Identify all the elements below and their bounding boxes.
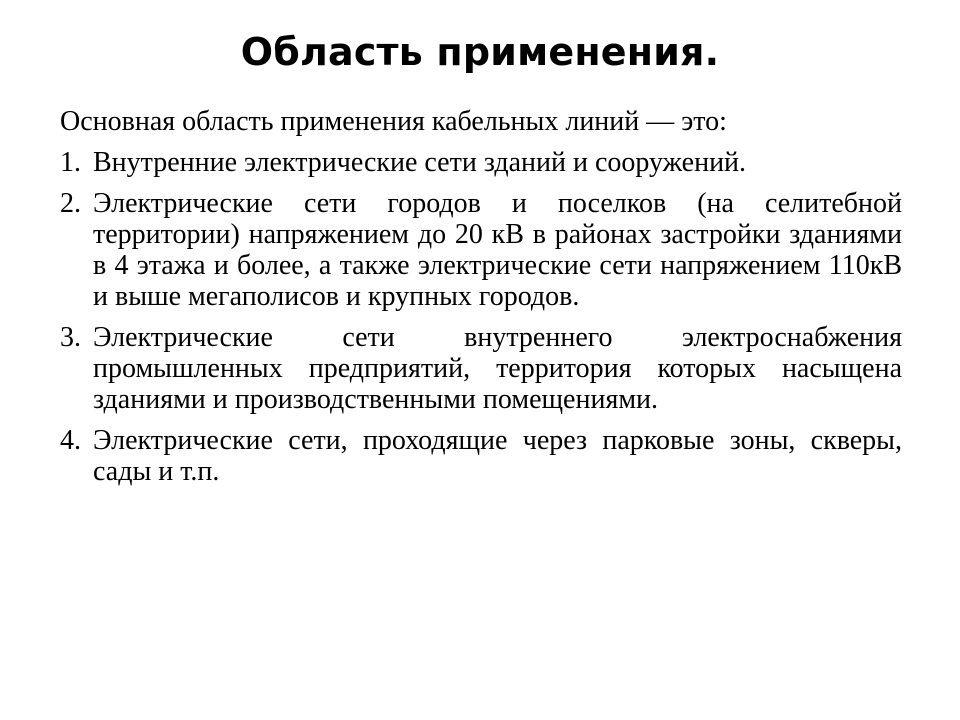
slide-title: Область применения. bbox=[240, 30, 720, 74]
list-item-text: Электрические сети городов и поселков (на селитебной территории) напряжением до 20 кВ в районах застройки зданиями в 4 этажа и более, а также электрические сети напряжением 110кВ и выше мегаполисов и крупных городов. bbox=[93, 188, 902, 312]
list-item-text: Внутренние электрические сети зданий и сооружений. bbox=[93, 147, 747, 178]
applications-list bbox=[60, 147, 902, 487]
list-item-number: 1. bbox=[60, 147, 81, 178]
list-item bbox=[60, 425, 902, 487]
list-item-text: Электрические сети, проходящие через парковые зоны, скверы, сады и т.п. bbox=[93, 425, 902, 487]
intro-text: Основная область применения кабельных линий — это: bbox=[60, 106, 727, 137]
list-item-text: Электрические сети внутреннего электроснабжения промышленных предприятий, территория которых насыщена зданиями и производственными помещениями. bbox=[93, 322, 902, 415]
list-item bbox=[60, 322, 902, 415]
slide-content bbox=[60, 106, 902, 497]
list-item-number: 3. bbox=[60, 322, 81, 353]
list-item bbox=[60, 147, 902, 178]
list-item-number: 2. bbox=[60, 188, 81, 219]
list-item-number: 4. bbox=[60, 425, 81, 456]
list-item bbox=[60, 188, 902, 312]
